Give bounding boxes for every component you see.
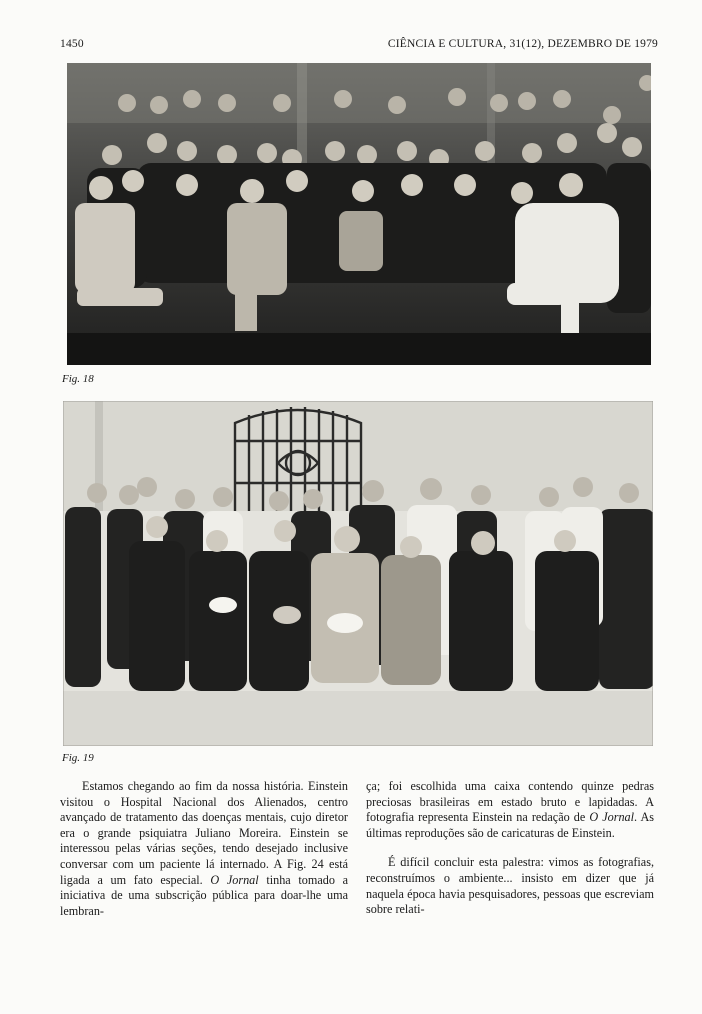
paragraph-text: ça; foi escolhida uma caixa contendo quinze pedras preciosas brasileiras em estado bruto e lapidadas. A fotografia representa Einstein na redação de	[366, 779, 654, 825]
figure-19-group-portrait	[63, 401, 653, 746]
running-head: CIÊNCIA E CULTURA, 31(12), DEZEMBRO DE 1979	[387, 38, 658, 50]
newspaper-name-italic: O Jornal	[589, 810, 635, 825]
page-number: 1450	[60, 38, 84, 50]
figure-18-photograph	[67, 63, 651, 365]
text-column-right	[366, 779, 654, 918]
figure-18-caption: Fig. 18	[62, 373, 94, 385]
paragraph-text: . As últimas reproduções são de caricaturas de Einstein.	[366, 810, 654, 840]
newspaper-name-italic: O Jornal	[210, 872, 259, 887]
figure-19-photograph	[63, 401, 653, 746]
paragraph: É difícil concluir esta palestra: vimos as fotografias, reconstruímos o ambiente... insisto em dizer que já naquela época havia pesquisadores, pessoas que escreviam sobre relati-	[366, 855, 654, 917]
paragraph	[60, 779, 348, 919]
paragraph-text: Estamos chegando ao fim da nossa história. Einstein visitou o Hospital Nacional dos Alienados, centro avançado de tratamento das doenças mentais, cujo diretor era o grande psiquiatra Juliano Moreira. Einstein se interessou pelas várias seções, tendo desejado inclusive conversar com um paciente lá internado. A Fig. 24 está ligada a um fato especial.	[60, 779, 348, 887]
figure-19-caption: Fig. 19	[62, 752, 94, 764]
paragraph-continued	[366, 779, 654, 841]
paragraph-text: tinha tomado a iniciativa de uma subscrição pública para doar-lhe uma lembran-	[60, 872, 348, 918]
text-column-left	[60, 779, 348, 919]
figure-18-group-portrait	[67, 63, 651, 365]
